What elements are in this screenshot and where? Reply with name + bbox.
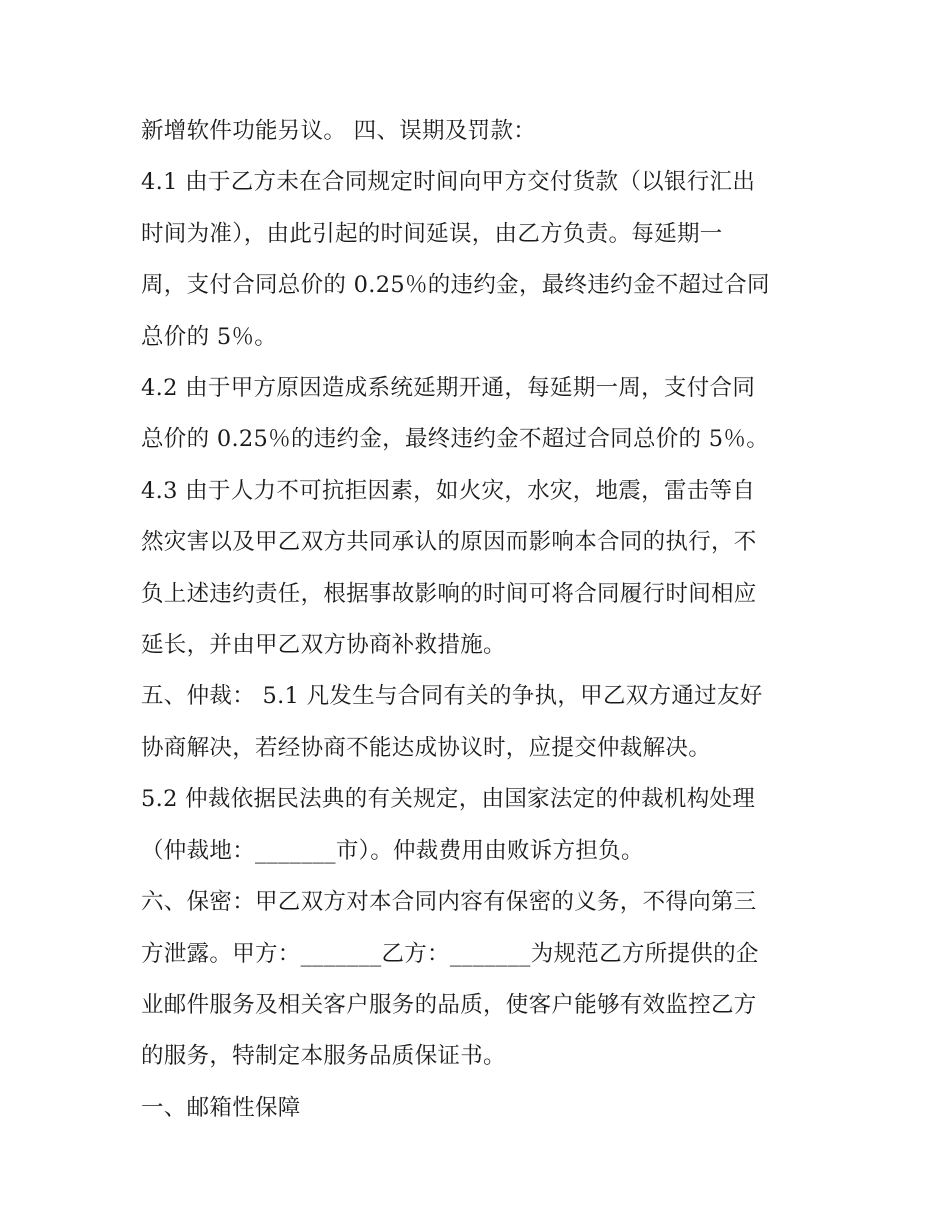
text-line: 5.2 仲裁依据民法典的有关规定，由国家法定的仲裁机构处理	[141, 786, 756, 813]
text-line: 业邮件服务及相关客户服务的品质，使客户能够有效监控乙方	[141, 991, 757, 1018]
text-line: 一、邮箱性保障	[141, 1094, 301, 1121]
text-line: 周，支付合同总价的 0.25％的违约金，最终违约金不超过合同	[141, 272, 770, 299]
text-line: 延长，并由甲乙双方协商补救措施。	[141, 632, 506, 659]
text-line: 然灾害以及甲乙双方共同承认的原因而影响本合同的执行，不	[141, 529, 757, 556]
text-line: （仲裁地：_______市）。仲裁费用由败诉方担负。	[141, 837, 644, 864]
text-line: 新增软件功能另议。 四、误期及罚款：	[141, 118, 537, 144]
text-line: 五、仲裁： 5.1 凡发生与合同有关的争执，甲乙双方通过友好	[141, 683, 763, 710]
text-line: 4.2 由于甲方原因造成系统延期开通，每延期一周，支付合同	[141, 375, 756, 402]
text-line: 负上述违约责任，根据事故影响的时间可将合同履行时间相应	[141, 580, 757, 607]
text-line: 方泄露。甲方：_______乙方：_______为规范乙方所提供的企	[141, 940, 759, 967]
text-line: 协商解决，若经协商不能达成协议时，应提交仲裁解决。	[141, 734, 712, 761]
text-line: 4.1 由于乙方未在合同规定时间向甲方交付货款（以银行汇出	[141, 169, 756, 196]
text-line: 时间为准），由此引起的时间延误，由乙方负责。每延期一	[141, 220, 723, 247]
text-line: 六、保密：甲乙双方对本合同内容有保密的义务，不得向第三	[141, 889, 757, 916]
text-line: 4.3 由于人力不可抗拒因素，如火灾，水灾，地震，雷击等自	[141, 477, 756, 504]
text-line: 总价的 0.25％的违约金，最终违约金不超过合同总价的 5％。	[141, 426, 770, 453]
document-body	[141, 106, 821, 1134]
text-line: 总价的 5％。	[141, 323, 278, 350]
text-line: 的服务，特制定本服务品质保证书。	[141, 1043, 506, 1070]
